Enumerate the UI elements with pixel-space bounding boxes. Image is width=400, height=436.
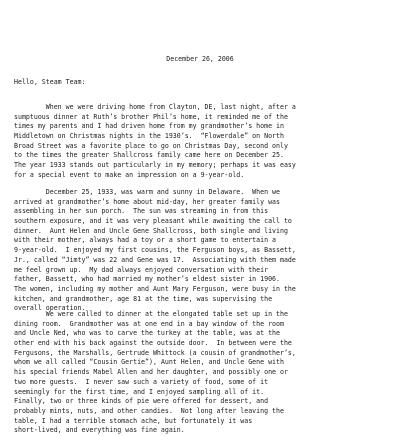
text-line: short-lived, and everything was fine again. [14,426,185,435]
text-line: dining room. Grandmother was at one end in a bay window of the room [14,319,284,328]
text-line: kitchen, and grandmother, age 81 at the time, was supervising the [14,294,273,303]
text-line: two more guests. I never saw such a variety of food, some of it [14,377,269,386]
text-line: Fergusons, the Marshalls, Gertrude Whittock (a cousin of grandmother’s, [14,348,296,357]
text-line: to the times the greater Shallcross family came here on December 25. [14,151,284,160]
text-line: his special friends Mabel Allen and her daughter, and possibly one or [14,368,288,377]
text-line: arrived at grandmother’s home about mid-day, her greater family was [14,197,280,206]
text-line: overall operation. [14,304,86,313]
letter-date: December 26, 2006 [166,55,234,63]
text-line: The women, including my mother and Aunt Mary Ferguson, were busy in the [14,284,296,293]
text-line: and Uncle Ned, who was to carve the turkey at the table, was at the [14,329,280,338]
text-line: We were called to dinner at the elongated table set up in the [14,310,288,318]
text-line: seemingly for the first time, and I enjoyed sampling all of it. [14,387,265,396]
text-line: probably mints, nuts, and other candies. Not long after leaving the [14,406,284,415]
text-line: Finally, two or three kinds of pie were offered for dessert, and [14,397,269,406]
text-line: table, I had a terrible stomach ache, but fortunately it was [14,416,253,425]
paragraph-1 [14,103,394,181]
text-line: with their mother, always had a toy or a short game to entertain a [14,236,277,245]
text-line: me feel grown up. My dad always enjoyed conversation with their [14,265,269,274]
text-line: When we were driving home from Clayton, DE, last night, after a [14,103,296,111]
text-line: for a special event to make an impression on a 9-year-old. [14,170,245,179]
text-line: whom we all called “Cousin Gertie”), Aunt Helen, and Uncle Gene with [14,358,284,367]
text-line: dinner. Aunt Helen and Uncle Gene Shallcross, both single and living [14,226,288,235]
text-line: other end with his back against the outside door. In between were the [14,339,292,348]
text-line: father, Bassett, who had married my mother’s eldest sister in 1906. [14,275,280,284]
text-line: Broad Street was a favorite place to go on Christmas Day, second only [14,141,288,150]
text-line: sumptuous dinner at Ruth’s brother Phil’s home, it reminded me of the [14,112,288,121]
text-line: The year 1933 stands out particularly in my memory; perhaps it was easy [14,161,296,170]
paragraph-2 [14,188,394,314]
text-line: times my parents and I had driven home from my grandmother’s home in [14,122,284,131]
text-line: December 25, 1933, was warm and sunny in Delaware. When we [14,188,280,196]
paragraph-3 [14,310,394,436]
text-line: Middletown on Christmas nights in the 1930’s. “Flowerdale” on North [14,132,284,141]
text-line: Jr., called “Jimty” was 22 and Gene was 17. Associating with them made [14,255,296,264]
text-line: 9-year-old. I enjoyed my first cousins, the Ferguson boys, as Bassett, [14,246,296,255]
text-line: assembling in her sun porch. The sun was streaming in from this [14,207,269,216]
text-line: southern exposure, and it was very pleasant while awaiting the call to [14,217,292,226]
letter-salutation: Hello, Steam Team: [14,78,86,86]
